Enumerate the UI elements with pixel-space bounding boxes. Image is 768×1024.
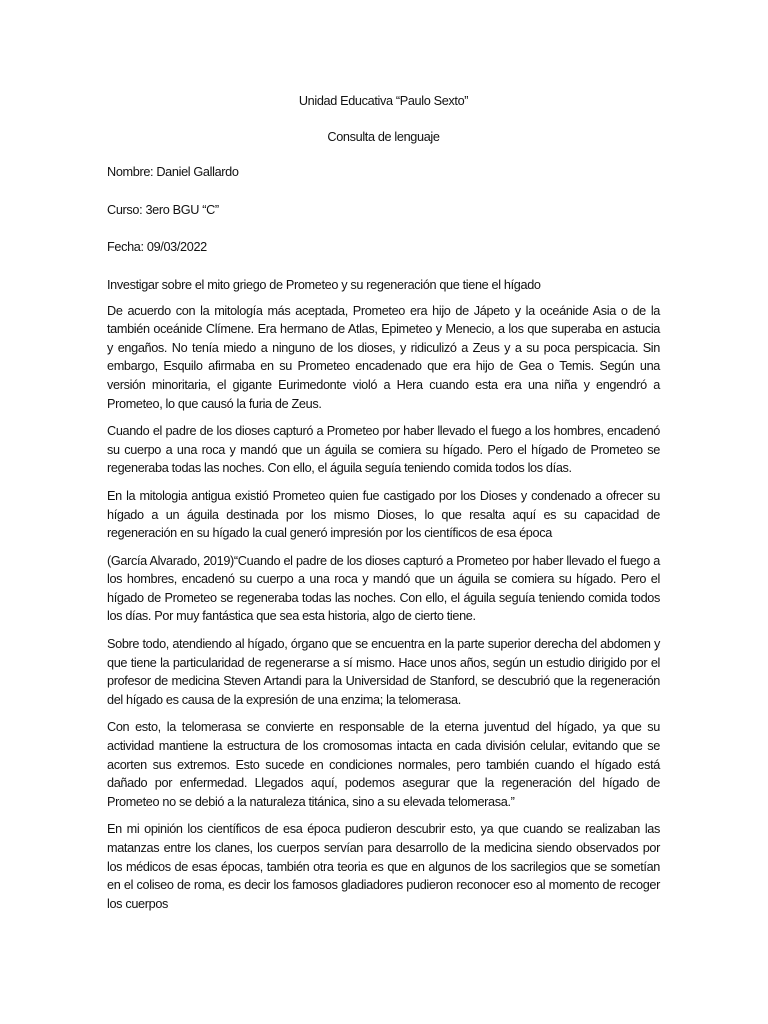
assignment-question: Investigar sobre el mito griego de Prometeo y su regeneración que tiene el hígado [107, 277, 541, 292]
paragraph-punishment: Cuando el padre de los dioses capturó a Prometeo por haber llevado el fuego a los hombres, encadenó su cuerpo a una roca y mandó que un águila se comiera su hígado. Pero el hígado de Prometeo se regeneraba todas las noches. Con ello, el águila seguía teniendo comida todos los días. [107, 424, 660, 476]
document-body [107, 92, 660, 922]
course-line: Curso: 3ero BGU “C” [107, 202, 219, 217]
paragraph-telomerase: Con esto, la telomerasa se convierte en responsable de la eterna juventud del hígado, ya que su actividad mantiene la estructura de los cromosomas intacta en cada división celular, evitando que se acorten sus extremos. Esto sucede en condiciones normales, pero también cuando el hígado está dañado por enfermedad. Llegados aquí, podemos asegurar que la regeneración del hígado de Prometeo no se debió a la naturaleza titánica, sino a su elevada telomerasa.” [107, 720, 660, 809]
paragraph-ancient-myth: En la mitologia antigua existió Prometeo quien fue castigado por los Dioses y condenado a ofrecer su hígado a un águila destinada por los mismo Dioses, lo que resalta aquí es su capacidad de regeneración en su hígado la cual generó impresión por los científicos de esa época [107, 488, 660, 541]
institution-title: Unidad Educativa “Paulo Sexto” [298, 94, 469, 108]
paragraph-quote-citation: (García Alvarado, 2019)“Cuando el padre de los dioses capturó a Prometeo por haber llevado el fuego a los hombres, encadenó su cuerpo a una roca y mandó que un águila se comiera su hígado. Pero el hígado de Prometeo se regeneraba todas las noches. Con ello, el águila seguía teniendo comida todos los días. Por muy fantástica que sea esta historia, algo de cierto tiene. [107, 553, 660, 624]
student-name-line: Nombre: Daniel Gallardo [107, 165, 239, 180]
paragraph-opinion: En mi opinión los científicos de esa época pudieron descubrir esto, ya que cuando se realizaban las matanzas entre los clanes, los cuerpos servían para desarrollo de la medicina siendo observados por los médicos de esas épocas, también otra teoria es que en algunos de los sacrilegios que se sometían en el coliseo de roma, es decir los famosos gladiadores pudieron reconocer eso al momento de recoger los cuerpos [107, 822, 660, 911]
date-line: Fecha: 09/03/2022 [107, 240, 207, 255]
paragraph-liver-study: Sobre todo, atendiendo al hígado, órgano que se encuentra en la parte superior derecha del abdomen y que tiene la particularidad de regenerarse a sí mismo. Hace unos años, según un estudio dirigido por el profesor de medicina Steven Artandi para la Universidad de Stanford, se descubrió que la regeneración del hígado es causa de la expresión de una enzima; la telomerasa. [107, 637, 660, 707]
paragraph-origin: De acuerdo con la mitología más aceptada, Prometeo era hijo de Jápeto y la oceánide Asia o de la también oceánide Clímene. Era hermano de Atlas, Epimeteo y Menecio, a los que superaba en astucia y engaños. No tenía miedo a ninguno de los dioses, y ridiculizó a Zeus y a su poca perspicacia. Sin embargo, Esquilo afirmaba en su Prometeo encadenado que era hijo de Gea o Temis. Según una versión minoritaria, el gigante Eurimedonte violó a Hera cuando esta era una niña y engendró a Prometeo, lo que causó la furia de Zeus. [107, 303, 660, 411]
subject-title: Consulta de lenguaje [327, 129, 440, 144]
